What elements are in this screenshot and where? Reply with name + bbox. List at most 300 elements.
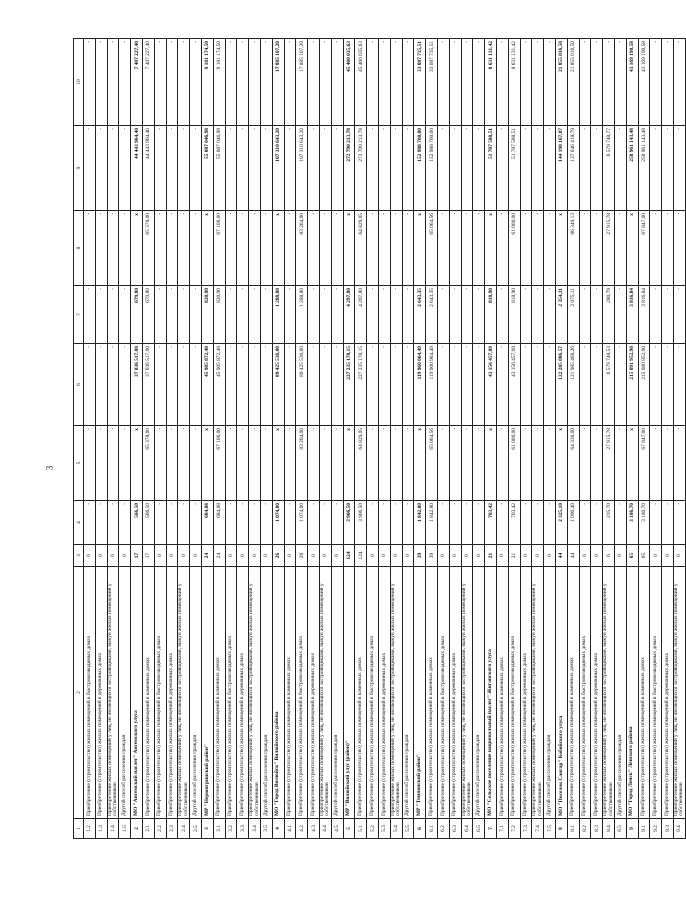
- value-cell: -: [84, 344, 96, 426]
- value-cell: 0: [331, 545, 343, 567]
- value-cell: 272 700 213,78: [355, 126, 367, 211]
- table-row: [508, 39, 520, 839]
- value-cell: 89 425 536,00: [272, 344, 284, 426]
- row-name-cell: Приобретение (строительство) жилых помещений в деревянных домах: [95, 567, 107, 819]
- value-cell: 0: [367, 545, 379, 567]
- value-cell: 152 988 700,00: [414, 126, 426, 211]
- value-cell: x: [555, 211, 567, 286]
- value-cell: -: [473, 344, 485, 426]
- value-cell: -: [402, 286, 414, 344]
- value-cell: -: [107, 211, 119, 286]
- value-cell: 0: [614, 545, 626, 567]
- table-row: [555, 39, 567, 839]
- value-cell: 51 787 588,51: [485, 126, 497, 211]
- value-cell: -: [190, 426, 202, 501]
- value-cell: -: [319, 501, 331, 545]
- value-cell: -: [284, 501, 296, 545]
- value-cell: -: [390, 344, 402, 426]
- table-row: [331, 39, 343, 839]
- value-cell: -: [237, 211, 249, 286]
- value-cell: -: [261, 344, 273, 426]
- value-cell: -: [166, 39, 178, 126]
- value-cell: 227 235 178,15: [343, 344, 355, 426]
- value-cell: -: [107, 286, 119, 344]
- value-cell: -: [473, 426, 485, 501]
- value-cell: -: [532, 126, 544, 211]
- value-cell: x: [131, 426, 143, 501]
- value-cell: -: [237, 39, 249, 126]
- table-row: [84, 39, 96, 839]
- value-cell: -: [662, 426, 674, 501]
- row-number-cell: 2.4: [178, 819, 190, 839]
- value-cell: 3 180,70: [638, 501, 650, 545]
- value-cell: 21 855 016,50: [567, 39, 579, 126]
- row-name-cell: МР "Томпонский район": [414, 567, 426, 819]
- value-cell: -: [154, 344, 166, 426]
- value-cell: 27 915,78: [603, 211, 615, 286]
- value-cell: 122 285 086,57: [555, 344, 567, 426]
- value-cell: -: [603, 39, 615, 126]
- value-cell: -: [390, 126, 402, 211]
- value-cell: -: [237, 501, 249, 545]
- row-name-cell: Приобретение (строительство) жилых помещений в каменных домах: [284, 567, 296, 819]
- row-number-cell: 7.1: [496, 819, 508, 839]
- value-cell: -: [449, 211, 461, 286]
- value-cell: 0: [673, 545, 685, 567]
- value-cell: 1 090,40: [567, 501, 579, 545]
- value-cell: -: [367, 286, 379, 344]
- value-cell: -: [378, 344, 390, 426]
- value-cell: -: [614, 39, 626, 126]
- value-cell: -: [190, 126, 202, 211]
- value-cell: 258 961 143,48: [626, 126, 638, 211]
- value-cell: 55 087 046,98: [213, 126, 225, 211]
- value-cell: -: [284, 286, 296, 344]
- value-cell: -: [249, 501, 261, 545]
- value-cell: -: [673, 126, 685, 211]
- value-cell: -: [591, 344, 603, 426]
- column-header: 6: [74, 344, 84, 426]
- value-cell: -: [225, 126, 237, 211]
- value-cell: 0: [544, 545, 556, 567]
- value-cell: x: [626, 426, 638, 501]
- value-cell: -: [473, 39, 485, 126]
- value-cell: 24: [202, 545, 214, 567]
- row-number-cell: 3.3: [237, 819, 249, 839]
- table-row: [437, 39, 449, 839]
- value-cell: 0: [154, 545, 166, 567]
- value-cell: -: [579, 286, 591, 344]
- value-cell: -: [249, 39, 261, 126]
- value-cell: -: [449, 39, 461, 126]
- table-row: [95, 39, 107, 839]
- value-cell: -: [520, 211, 532, 286]
- table-row: [308, 39, 320, 839]
- value-cell: -: [461, 126, 473, 211]
- value-cell: 0: [650, 545, 662, 567]
- row-name-cell: Приобретение (строительство) жилых помещений в каменных домах: [638, 567, 650, 819]
- value-cell: -: [390, 286, 402, 344]
- table-row: [603, 39, 615, 839]
- value-cell: -: [84, 501, 96, 545]
- value-cell: 37 036 517,00: [143, 344, 155, 426]
- value-cell: 137 046 418,79: [567, 126, 579, 211]
- value-cell: -: [449, 286, 461, 344]
- value-cell: -: [95, 501, 107, 545]
- value-cell: -: [544, 426, 556, 501]
- table-row: [190, 39, 202, 839]
- value-cell: -: [284, 126, 296, 211]
- value-cell: 235,70: [603, 501, 615, 545]
- page-number: 3: [44, 465, 55, 471]
- row-number-cell: 2: [131, 819, 143, 839]
- value-cell: -: [662, 126, 674, 211]
- row-number-cell: 9.2: [650, 819, 662, 839]
- value-cell: -: [237, 286, 249, 344]
- value-cell: 0: [532, 545, 544, 567]
- value-cell: 2 354,11: [555, 286, 567, 344]
- value-cell: -: [319, 211, 331, 286]
- table-row: [461, 39, 473, 839]
- value-cell: 67 106,00: [213, 426, 225, 501]
- value-cell: 121 985 468,26: [567, 344, 579, 426]
- row-number-cell: 6.2: [437, 819, 449, 839]
- value-cell: 8 631 131,42: [508, 39, 520, 126]
- value-cell: -: [579, 426, 591, 501]
- value-cell: 119 960 064,49: [414, 344, 426, 426]
- value-cell: 0: [662, 545, 674, 567]
- value-cell: -: [178, 39, 190, 126]
- value-cell: 0: [95, 545, 107, 567]
- value-cell: -: [544, 344, 556, 426]
- value-cell: 83 264,00: [296, 426, 308, 501]
- value-cell: -: [166, 126, 178, 211]
- value-cell: -: [662, 344, 674, 426]
- value-cell: -: [496, 126, 508, 211]
- value-cell: 64 829,05: [355, 211, 367, 286]
- value-cell: 1 074,00: [296, 501, 308, 545]
- value-cell: 65 064,56: [426, 426, 438, 501]
- value-cell: x: [414, 426, 426, 501]
- rotated-page: [73, 39, 685, 839]
- value-cell: -: [308, 286, 320, 344]
- value-cell: -: [520, 126, 532, 211]
- value-cell: 17: [143, 545, 155, 567]
- row-name-cell: Приобретение (строительство) жилых помещений в каменных домах: [143, 567, 155, 819]
- row-number-cell: 5.2: [367, 819, 379, 839]
- value-cell: 45 460 035,63: [343, 39, 355, 126]
- row-name-cell: Приобретение (строительство) жилых помещений в каменных домах: [213, 567, 225, 819]
- value-cell: -: [284, 39, 296, 126]
- value-cell: -: [178, 126, 190, 211]
- value-cell: 45 905 872,48: [213, 344, 225, 426]
- value-cell: 215 091 952,90: [626, 344, 638, 426]
- value-cell: -: [461, 286, 473, 344]
- value-cell: 64 829,05: [355, 426, 367, 501]
- table-row: [567, 39, 579, 839]
- row-name-cell: Приобретение (строительство) жилых помещений в быстровозводимых домах: [84, 567, 96, 819]
- value-cell: -: [614, 286, 626, 344]
- value-cell: -: [532, 211, 544, 286]
- value-cell: -: [249, 286, 261, 344]
- row-number-cell: 6: [414, 819, 426, 839]
- value-cell: -: [331, 286, 343, 344]
- value-cell: 6 579 748,77: [603, 126, 615, 211]
- row-name-cell: Приобретение жилых помещений у лиц, не являющихся застройщиками, выкуп жилых помещений у собственников: [532, 567, 544, 819]
- value-cell: 67 106,00: [213, 211, 225, 286]
- value-cell: 26: [296, 545, 308, 567]
- row-number-cell: 9.4: [673, 819, 685, 839]
- table-row: [178, 39, 190, 839]
- row-number-cell: 9: [626, 819, 638, 839]
- value-cell: 0: [390, 545, 402, 567]
- table-body: [84, 39, 686, 839]
- table-row: [154, 39, 166, 839]
- value-cell: -: [437, 126, 449, 211]
- value-cell: 43 156 457,09: [508, 344, 520, 426]
- row-name-cell: МР "Нерюнгринский район": [202, 567, 214, 819]
- value-cell: 0: [249, 545, 261, 567]
- value-cell: 818,90: [485, 286, 497, 344]
- value-cell: -: [520, 426, 532, 501]
- row-number-cell: 7: [485, 819, 497, 839]
- value-cell: -: [331, 501, 343, 545]
- value-cell: 0: [237, 545, 249, 567]
- row-number-cell: 4.1: [284, 819, 296, 839]
- column-header: 1: [74, 819, 84, 839]
- value-cell: -: [579, 344, 591, 426]
- value-cell: -: [579, 501, 591, 545]
- value-cell: -: [119, 501, 131, 545]
- value-cell: -: [520, 286, 532, 344]
- value-cell: -: [591, 286, 603, 344]
- row-name-cell: Приобретение (строительство) жилых помещений в каменных домах: [355, 567, 367, 819]
- value-cell: 3 816,84: [638, 286, 650, 344]
- value-cell: 0: [449, 545, 461, 567]
- row-name-cell: Приобретение (строительство) жилых помещений в быстровозводимых домах: [296, 567, 308, 819]
- value-cell: 83 264,00: [296, 211, 308, 286]
- value-cell: -: [261, 211, 273, 286]
- value-cell: -: [544, 126, 556, 211]
- value-cell: 280,79: [603, 286, 615, 344]
- row-number-cell: 7.5: [544, 819, 556, 839]
- value-cell: -: [95, 426, 107, 501]
- value-cell: -: [166, 501, 178, 545]
- value-cell: 21: [485, 545, 497, 567]
- value-cell: -: [532, 501, 544, 545]
- value-cell: 679,80: [143, 286, 155, 344]
- table-row: [119, 39, 131, 839]
- value-cell: 2 325,10: [555, 501, 567, 545]
- table-row: [225, 39, 237, 839]
- value-cell: -: [119, 211, 131, 286]
- value-cell: 45 905 872,48: [202, 344, 214, 426]
- table-row: [367, 39, 379, 839]
- row-number-cell: 1.4: [107, 819, 119, 839]
- value-cell: 65: [638, 545, 650, 567]
- value-cell: -: [650, 211, 662, 286]
- value-cell: x: [343, 211, 355, 286]
- value-cell: 86 349,13: [567, 211, 579, 286]
- table-row: [261, 39, 273, 839]
- value-cell: -: [449, 426, 461, 501]
- row-number-cell: 1.5: [119, 819, 131, 839]
- value-cell: -: [579, 211, 591, 286]
- value-cell: 26: [272, 545, 284, 567]
- value-cell: -: [650, 426, 662, 501]
- value-cell: 43 169 190,58: [626, 39, 638, 126]
- value-cell: 39: [414, 545, 426, 567]
- value-cell: -: [614, 426, 626, 501]
- value-cell: -: [119, 286, 131, 344]
- value-cell: 2 643,35: [414, 286, 426, 344]
- value-cell: 684,08: [213, 501, 225, 545]
- value-cell: -: [119, 126, 131, 211]
- row-number-cell: 7.3: [520, 819, 532, 839]
- value-cell: -: [119, 344, 131, 426]
- value-cell: -: [520, 501, 532, 545]
- table-row: [650, 39, 662, 839]
- value-cell: -: [308, 39, 320, 126]
- value-cell: -: [591, 39, 603, 126]
- table-row: [213, 39, 225, 839]
- row-number-cell: 8.4: [603, 819, 615, 839]
- value-cell: -: [367, 211, 379, 286]
- row-name-cell: МО "Город Ленск" Ленского района: [626, 567, 638, 819]
- value-cell: 152 988 700,00: [426, 126, 438, 211]
- row-number-cell: 3.2: [225, 819, 237, 839]
- value-cell: -: [249, 211, 261, 286]
- column-header: 10: [74, 39, 84, 126]
- row-name-cell: Приобретение (строительство) жилых помещений в каменных домах: [496, 567, 508, 819]
- value-cell: -: [437, 426, 449, 501]
- value-cell: 144 190 167,07: [555, 126, 567, 211]
- value-cell: -: [650, 344, 662, 426]
- row-name-cell: Другой способ расселения граждан: [544, 567, 556, 819]
- value-cell: -: [532, 344, 544, 426]
- value-cell: 2 643,35: [426, 286, 438, 344]
- value-cell: -: [190, 39, 202, 126]
- row-name-cell: Приобретение жилых помещений у лиц, не являющихся застройщиками, выкуп жилых помещений у собственников: [603, 567, 615, 819]
- row-name-cell: Другой способ расселения граждан: [261, 567, 273, 819]
- value-cell: -: [614, 344, 626, 426]
- row-name-cell: Другой способ расселения граждан: [331, 567, 343, 819]
- row-number-cell: 9.1: [638, 819, 650, 839]
- table-row: [532, 39, 544, 839]
- value-cell: -: [331, 39, 343, 126]
- column-header: 7: [74, 286, 84, 344]
- value-cell: 44 443 964,40: [143, 126, 155, 211]
- row-name-cell: Приобретение (строительство) жилых помещений в быстровозводимых домах: [579, 567, 591, 819]
- value-cell: 0: [437, 545, 449, 567]
- value-cell: -: [461, 211, 473, 286]
- value-cell: -: [95, 126, 107, 211]
- value-cell: -: [461, 344, 473, 426]
- value-cell: -: [178, 286, 190, 344]
- value-cell: 6: [603, 545, 615, 567]
- table-row: [272, 39, 284, 839]
- value-cell: -: [473, 126, 485, 211]
- value-cell: -: [119, 426, 131, 501]
- value-cell: -: [154, 501, 166, 545]
- value-cell: 0: [378, 545, 390, 567]
- value-cell: -: [591, 426, 603, 501]
- row-number-cell: 8.1: [567, 819, 579, 839]
- table-row: [237, 39, 249, 839]
- row-name-cell: МР "Вилюйский улус (район)": [343, 567, 355, 819]
- value-cell: -: [544, 501, 556, 545]
- column-header: 2: [74, 567, 84, 819]
- table-row: [390, 39, 402, 839]
- value-cell: 43 169 190,58: [638, 39, 650, 126]
- value-cell: -: [261, 426, 273, 501]
- row-number-cell: 6.3: [449, 819, 461, 839]
- value-cell: -: [402, 426, 414, 501]
- value-cell: -: [614, 501, 626, 545]
- row-number-cell: 4: [272, 819, 284, 839]
- value-cell: -: [178, 344, 190, 426]
- value-cell: -: [249, 126, 261, 211]
- value-cell: -: [673, 211, 685, 286]
- row-number-cell: 3.5: [261, 819, 273, 839]
- value-cell: -: [84, 126, 96, 211]
- value-cell: -: [673, 39, 685, 126]
- value-cell: 39: [426, 545, 438, 567]
- value-cell: -: [544, 39, 556, 126]
- row-number-cell: 6.4: [461, 819, 473, 839]
- row-number-cell: 5.5: [402, 819, 414, 839]
- value-cell: 0: [84, 545, 96, 567]
- value-cell: 0: [190, 545, 202, 567]
- row-number-cell: 4.3: [308, 819, 320, 839]
- value-cell: -: [154, 426, 166, 501]
- table-row: [107, 39, 119, 839]
- value-cell: -: [261, 39, 273, 126]
- value-cell: -: [449, 126, 461, 211]
- value-cell: 65: [626, 545, 638, 567]
- table-row: [673, 39, 685, 839]
- value-cell: 67 847,00: [638, 211, 650, 286]
- row-number-cell: 5: [343, 819, 355, 839]
- value-cell: -: [225, 39, 237, 126]
- value-cell: -: [284, 211, 296, 286]
- row-name-cell: Приобретение жилых помещений у лиц, не являющихся застройщиками, выкуп жилых помещений у собственников: [673, 567, 685, 819]
- table-row: [131, 39, 143, 839]
- value-cell: 33 087 735,51: [426, 39, 438, 126]
- table-row: [426, 39, 438, 839]
- value-cell: -: [225, 426, 237, 501]
- value-cell: -: [378, 126, 390, 211]
- table-row: [544, 39, 556, 839]
- value-cell: -: [284, 426, 296, 501]
- value-cell: -: [319, 126, 331, 211]
- value-cell: 227 235 178,15: [355, 344, 367, 426]
- value-cell: -: [662, 286, 674, 344]
- value-cell: -: [225, 286, 237, 344]
- table-row: [296, 39, 308, 839]
- value-cell: -: [190, 286, 202, 344]
- value-cell: 0: [178, 545, 190, 567]
- row-name-cell: Другой способ расселения граждан: [190, 567, 202, 819]
- value-cell: -: [449, 344, 461, 426]
- row-name-cell: Приобретение (строительство) жилых помещений в каменных домах: [426, 567, 438, 819]
- value-cell: -: [284, 344, 296, 426]
- value-cell: -: [319, 286, 331, 344]
- value-cell: -: [614, 211, 626, 286]
- table-header-row: [74, 39, 84, 839]
- value-cell: 0: [319, 545, 331, 567]
- row-number-cell: 3.1: [213, 819, 225, 839]
